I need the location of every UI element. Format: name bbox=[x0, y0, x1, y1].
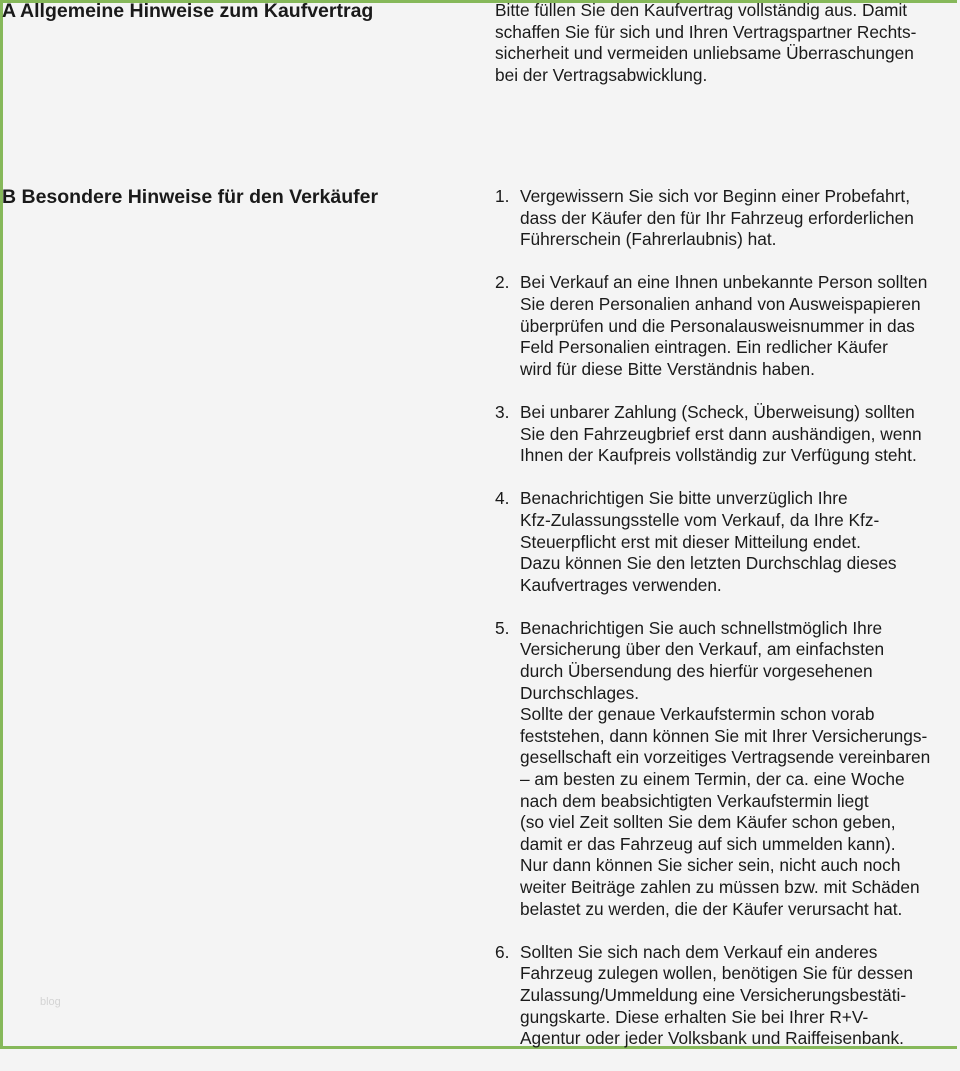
text-line: Feld Personalien eintragen. Ein redlicher Käufer bbox=[520, 337, 888, 358]
text-line: Führerschein (Fahrerlaubnis) hat. bbox=[520, 229, 777, 250]
text-line: (so viel Zeit sollten Sie dem Käufer schon geben, bbox=[520, 812, 896, 833]
text-line: gesellschaft ein vorzeitiges Vertragsende vereinbaren bbox=[520, 747, 931, 768]
section-b-list bbox=[495, 186, 960, 1071]
list-item bbox=[495, 402, 960, 467]
text-line: Bei Verkauf an eine Ihnen unbekannte Person sollten bbox=[520, 272, 928, 293]
text-line: durch Übersendung des hierfür vorgesehenen bbox=[520, 661, 873, 682]
text-line: weiter Beiträge zahlen zu müssen bzw. mit Schäden bbox=[520, 877, 920, 897]
text-line: gungskarte. Diese erhalten Sie bei Ihrer R+V- bbox=[520, 1006, 869, 1027]
text-line: – am besten zu einem Termin, der ca. eine Woche bbox=[520, 769, 905, 790]
item-number: 4. bbox=[495, 488, 510, 509]
text-line: nach dem beabsichtigten Verkaufstermin liegt bbox=[520, 790, 869, 811]
text-line: Sollte der genaue Verkaufstermin schon vorab bbox=[520, 704, 875, 725]
item-number: 3. bbox=[495, 401, 510, 422]
text-line: Nur dann können Sie sicher sein, nicht auch noch bbox=[520, 855, 901, 876]
text-line: überprüfen und die Personalausweisnummer in das bbox=[520, 315, 915, 336]
text-line: dass der Käufer den für Ihr Fahrzeug erforderlichen bbox=[520, 207, 914, 228]
text-line: schaffen Sie für sich und Ihren Vertragspartner Rechts- bbox=[495, 21, 917, 42]
text-line: Steuerpflicht erst mit dieser Mitteilung endet. bbox=[520, 531, 861, 552]
list-item bbox=[495, 488, 960, 596]
list-item bbox=[495, 942, 960, 1050]
text-line: Benachrichtigen Sie bitte unverzüglich Ihre bbox=[520, 488, 848, 509]
text-line: wird für diese Bitte Verständnis haben. bbox=[520, 358, 815, 379]
text-line: Bei unbarer Zahlung (Scheck, Überweisung) sollten bbox=[520, 401, 915, 422]
item-number: 5. bbox=[495, 617, 510, 638]
item-number: 1. bbox=[495, 186, 510, 206]
text-line: Bitte füllen Sie den Kaufvertrag vollständig aus. Damit bbox=[495, 0, 908, 20]
item-number: 6. bbox=[495, 941, 510, 962]
text-line: Sollten Sie sich nach dem Verkauf ein anderes bbox=[520, 941, 878, 962]
section-a-text bbox=[495, 0, 960, 86]
text-line: damit er das Fahrzeug auf sich ummelden kann). bbox=[520, 833, 896, 854]
text-line: Kaufvertrages verwenden. bbox=[520, 574, 722, 595]
text-line: Kfz-Zulassungsstelle vom Verkauf, da Ihre Kfz- bbox=[520, 509, 880, 530]
text-line: Durchschlages. bbox=[520, 682, 640, 703]
text-line: Versicherung über den Verkauf, am einfachsten bbox=[520, 639, 885, 660]
text-line: Sie den Fahrzeugbrief erst dann aushändigen, wenn bbox=[520, 423, 922, 444]
item-number: 2. bbox=[495, 272, 510, 293]
text-line: Zulassung/Ummeldung eine Versicherungsbestäti- bbox=[520, 984, 907, 1005]
text-line: Dazu können Sie den letzten Durchschlag dieses bbox=[520, 553, 897, 574]
text-line: Ihnen der Kaufpreis vollständig zur Verfügung steht. bbox=[520, 445, 917, 466]
text-line: belastet zu werden, die der Käufer verursacht hat. bbox=[520, 898, 903, 919]
watermark: blog bbox=[40, 996, 61, 1008]
section-b-heading: B Besondere Hinweise für den Verkäufer bbox=[2, 186, 379, 208]
section-a-heading: A Allgemeine Hinweise zum Kaufvertrag bbox=[2, 0, 374, 22]
text-line: Vergewissern Sie sich vor Beginn einer Probefahrt, bbox=[520, 186, 910, 206]
text-line: Fahrzeug zulegen wollen, benötigen Sie für dessen bbox=[520, 963, 913, 984]
text-line: bei der Vertragsabwicklung. bbox=[495, 64, 708, 85]
text-line: Agentur oder jeder Volksbank und Raiffeisenbank. bbox=[520, 1028, 904, 1049]
text-line: Sie deren Personalien anhand von Ausweispapieren bbox=[520, 293, 921, 314]
list-item bbox=[495, 272, 960, 380]
text-line: feststehen, dann können Sie mit Ihrer Versicherungs- bbox=[520, 725, 928, 746]
text-line: sicherheit und vermeiden unliebsame Überraschungen bbox=[495, 43, 914, 64]
list-item bbox=[495, 618, 960, 920]
list-item bbox=[495, 186, 960, 251]
text-line: Benachrichtigen Sie auch schnellstmöglich Ihre bbox=[520, 617, 883, 638]
